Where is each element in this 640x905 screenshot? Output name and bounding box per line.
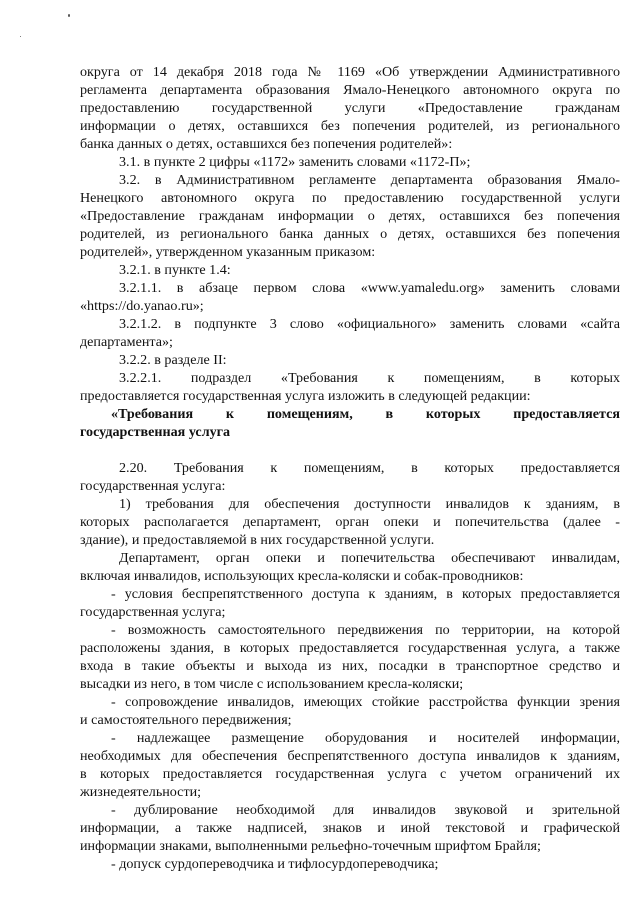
- text-line: Департамент, орган опеки и попечительства обеспечивают инвалидам,: [119, 550, 620, 566]
- text-line: здание), и предоставляемой в них государственной услуги.: [80, 532, 435, 548]
- text-line: необходимых для обеспечения беспрепятственного доступа инвалидов к зданиям,: [80, 748, 620, 764]
- text-line: информации знаками, выполненными рельефно-точечным шрифтом Брайля;: [80, 838, 541, 854]
- text-line: родителей», утвержденном указанным приказом:: [80, 244, 376, 260]
- text-line: информации, а также надписей, знаков и иной текстовой и графической: [80, 820, 620, 836]
- list-item: - надлежащее размещение оборудования и носителей информации,: [111, 730, 620, 746]
- scan-speck: [68, 14, 70, 17]
- text-line: расположены здания, в которых предоставляется государственная услуга, а также: [80, 640, 620, 656]
- text-line: 3.2.2. в разделе II:: [119, 352, 227, 368]
- text-line: 1) требования для обеспечения доступности инвалидов к зданиям, в: [119, 496, 620, 512]
- text-line: государственная услуга:: [80, 478, 226, 494]
- text-line: «Предоставление гражданам информации о детях, оставшихся без попечения: [80, 208, 620, 224]
- text-line: 3.2.1.1. в абзаце первом слова «www.yamaledu.org» заменить словами: [119, 280, 620, 296]
- text-line: департамента»;: [80, 334, 173, 350]
- text-line: 3.1. в пункте 2 цифры «1172» заменить словами «1172-П»;: [119, 154, 471, 170]
- text-line: которых располагается департамент, орган опеки и попечительства (далее -: [80, 514, 620, 530]
- text-line: 3.2.2.1. подраздел «Требования к помещениям, в которых: [119, 370, 620, 386]
- text-line: Ненецкого автономного округа по предоставлению государственной услуги: [80, 190, 620, 206]
- text-line: высадки из него, в том числе с использованием кресла-коляски;: [80, 676, 464, 692]
- list-item: - сопровождение инвалидов, имеющих стойкие расстройства функции зрения: [111, 694, 620, 710]
- text-line: 3.2.1.2. в подпункте 3 слово «официального» заменить словами «сайта: [119, 316, 620, 332]
- text-line: родителей, из регионального банка данных о детях, оставшихся без попечения: [80, 226, 620, 242]
- text-line: государственная услуга;: [80, 604, 226, 620]
- text-line: округа от 14 декабря 2018 года № 1169 «Об утверждении Административного: [80, 64, 620, 80]
- text-line: «https://do.yanao.ru»;: [80, 298, 204, 314]
- text-line: предоставлению государственной услуги «Предоставление гражданам: [80, 100, 620, 116]
- text-line: 3.2. в Административном регламенте департамента образования Ямало-: [119, 172, 620, 188]
- text-line: 3.2.1. в пункте 1.4:: [119, 262, 231, 278]
- list-item: - возможность самостоятельного передвижения по территории, на которой: [111, 622, 620, 638]
- text-line: и самостоятельного передвижения;: [80, 712, 292, 728]
- section-heading: государственная услуга: [80, 424, 231, 440]
- text-line: в которых предоставляется государственная услуга с учетом ограничений их: [80, 766, 620, 782]
- scan-speck: [20, 36, 21, 37]
- text-line: входа в такие объекты и выхода из них, посадки в транспортное средство и: [80, 658, 620, 674]
- text-line: включая инвалидов, использующих кресла-коляски и собак-проводников:: [80, 568, 524, 584]
- text-line: предоставляется государственная услуга изложить в следующей редакции:: [80, 388, 531, 404]
- section-heading: «Требования к помещениям, в которых предоставляется: [111, 406, 620, 422]
- list-item: - условия беспрепятственного доступа к зданиям, в которых предоставляется: [111, 586, 620, 602]
- text-line: информации о детях, оставшихся без попечения родителей, из регионального: [80, 118, 620, 134]
- text-line: 2.20. Требования к помещениям, в которых предоставляется: [119, 460, 620, 476]
- text-line: банка данных о детях, оставшихся без попечения родителей»:: [80, 136, 453, 152]
- text-line: жизнедеятельности;: [80, 784, 202, 800]
- list-item: - допуск сурдопереводчика и тифлосурдопереводчика;: [111, 856, 439, 872]
- list-item: - дублирование необходимой для инвалидов звуковой и зрительной: [111, 802, 620, 818]
- text-line: регламента департамента образования Ямало-Ненецкого автономного округа по: [80, 82, 620, 98]
